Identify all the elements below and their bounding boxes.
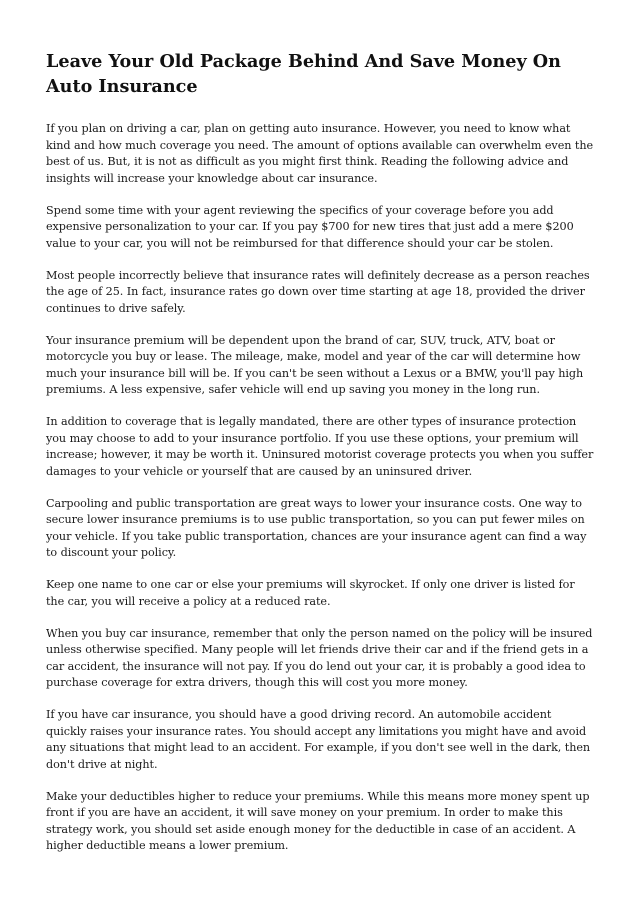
document-title: Leave Your Old Package Behind And Save Money On Auto Insurance [46, 51, 561, 97]
paragraph: Most people incorrectly believe that insurance rates will definitely decrease as a person reaches the age of 25. In fact, insurance rates go down over time starting at age 18, provided the driver continues to drive safely. [46, 268, 590, 315]
paragraph: Carpooling and public transportation are great ways to lower your insurance costs. One way to secure lower insurance premiums is to use public transportation, so you can put fewer miles on your vehicle. If you take public transportation, chances are your insurance agent can find a way to discount your policy. [46, 496, 587, 559]
paragraph: When you buy car insurance, remember that only the person named on the policy will be insured unless otherwise specified. Many people will let friends drive their car and if the friend gets in a car accident, the insurance will not pay. If you do lend out your car, it is probably a good idea to purchase coverage for extra drivers, though this will cost you more money. [46, 626, 593, 689]
paragraph: If you have car insurance, you should have a good driving record. An automobile accident quickly raises your insurance rates. You should accept any limitations you might have and avoid any situations that might lead to an accident. For example, if you don't see well in the dark, then don't drive at night. [46, 708, 591, 771]
paragraph: Your insurance premium will be dependent upon the brand of car, SUV, truck, ATV, boat or motorcycle you buy or lease. The mileage, make, model and year of the car will determine how much your insurance bill will be. If you can't be seen without a Lexus or a BMW, you'll pay high premiums. A less expensive, safer vehicle will end up saving you money in the long run. [46, 333, 584, 396]
paragraph: Make your deductibles higher to reduce your premiums. While this means more money spent up front if you are have an accident, it will save money on your premium. In order to make this strategy work, you should set aside enough money for the deductible in case of an accident. A higher deductible means a lower premium. [46, 789, 590, 852]
paragraph: Keep one name to one car or else your premiums will skyrocket. If only one driver is listed for the car, you will receive a policy at a reduced rate. [46, 578, 575, 608]
paragraph: Spend some time with your agent reviewing the specifics of your coverage before you add expensive personalization to your car. If you pay $700 for new tires that just add a mere $200 value to your car, you will not be reimbursed for that difference should your car be stolen. [46, 203, 574, 250]
paragraph: If you plan on driving a car, plan on getting auto insurance. However, you need to know what kind and how much coverage you need. The amount of options available can overwhelm even the best of us. But, it is not as difficult as you might first think. Reading the following advice and insights will increase your knowledge about car insurance. [46, 122, 594, 185]
document-page [46, 49, 594, 870]
paragraph: In addition to coverage that is legally mandated, there are other types of insurance protection you may choose to add to your insurance portfolio. If you use these options, your premium will increase; however, it may be worth it. Uninsured motorist coverage protects you when you suffer damages to your vehicle or yourself that are caused by an uninsured driver. [46, 415, 594, 478]
